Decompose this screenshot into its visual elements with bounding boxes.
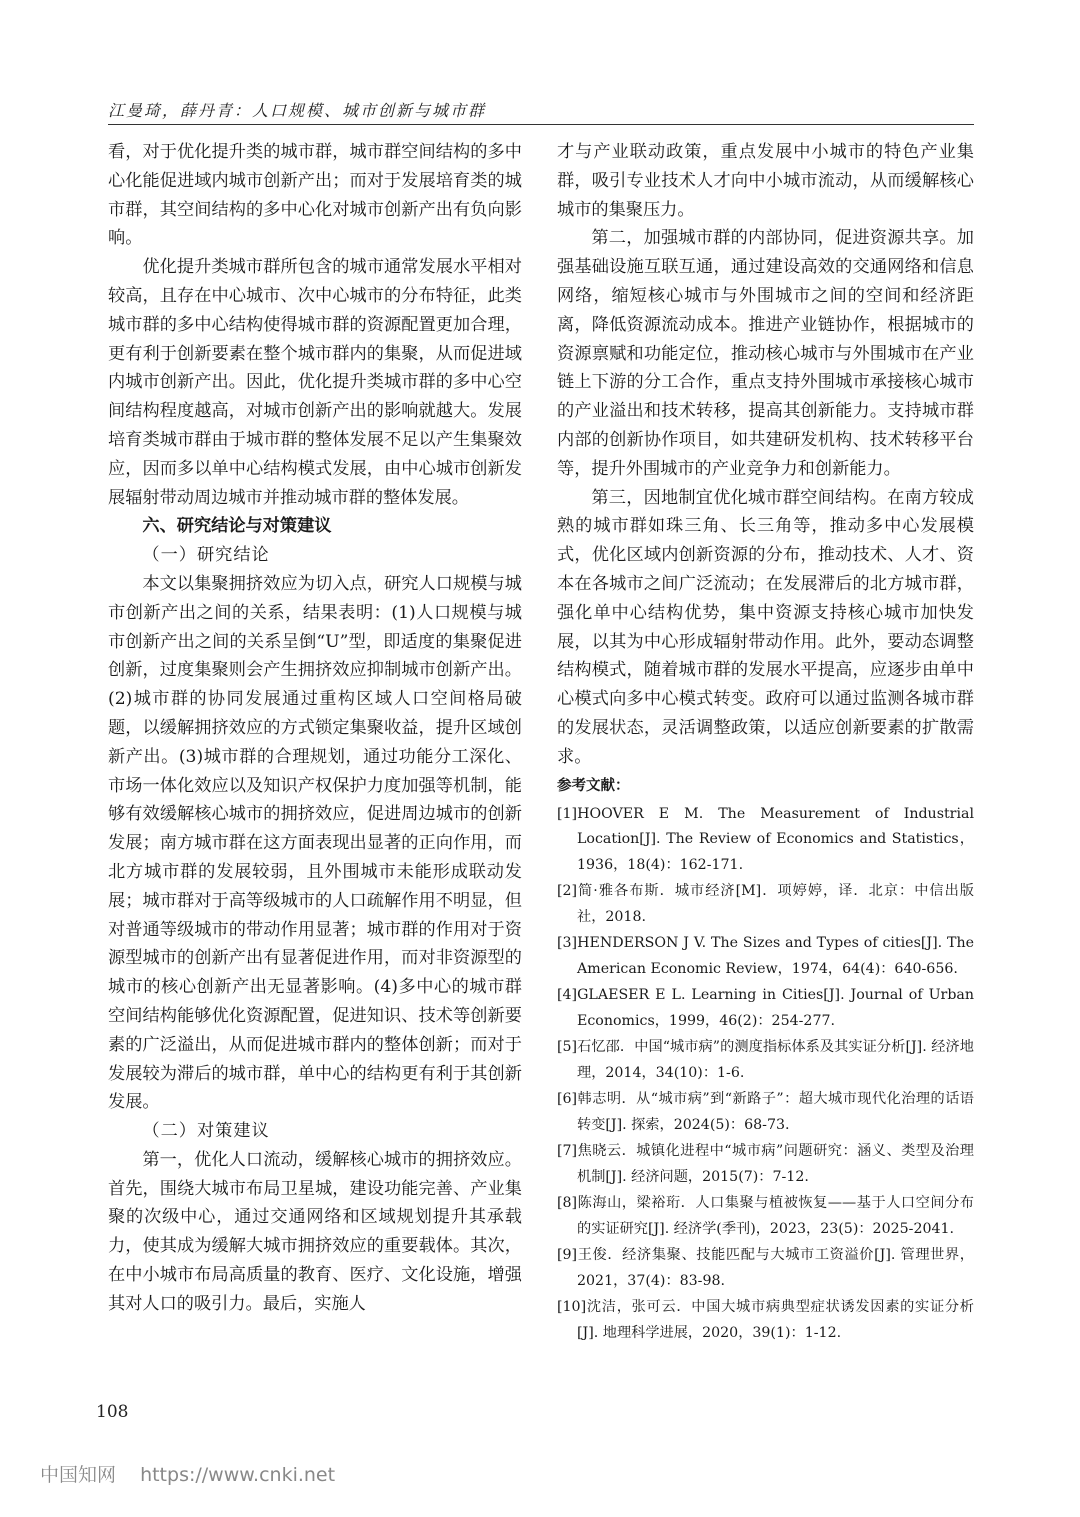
subsection-heading: （一）研究结论: [142, 545, 270, 566]
reference-item: [8]陈海山，梁裕珩．人口集聚与植被恢复——基于人口空间分布的实证研究[J]. 经济学(季刊)，2023，23(5)：2025-2041.: [557, 1195, 974, 1237]
cnki-watermark: [40, 1460, 353, 1487]
subsection-heading: （二）对策建议: [142, 1121, 270, 1142]
header-rule: [108, 124, 974, 125]
watermark-url: https://www.cnki.net: [140, 1464, 336, 1486]
paragraph: 本文以集聚拥挤效应为切入点，研究人口规模与城市创新产出之间的关系，结果表明：(1)人口规模与城市创新产出之间的关系呈倒“U”型，即适度的集聚促进创新，过度集聚则会产生拥挤效应抑制城市创新产出。(2)城市群的协同发展通过重构区域人口空间格局破题，以缓解拥挤效应的方式锁定集聚收益，提升区域创新产出。(3)城市群的合理规划，通过功能分工深化、市场一体化效应以及知识产权保护力度加强等机制，能够有效缓解核心城市的拥挤效应，促进周边城市的创新发展；南方城市群在这方面表现出显著的正向作用，而北方城市群的发展较弱，且外围城市未能形成联动发展；城市群对于高等级城市的人口疏解作用不明显，但对普通等级城市的带动作用显著；城市群的作用对于资源型城市的创新产出有显著促进作用，而对非资源型的城市的核心创新产出无显著影响。(4)多中心的城市群空间结构能够优化资源配置，促进知识、技术等创新要素的广泛溢出，从而促进城市群内的整体创新；而对于发展较为滞后的城市群，单中心的结构更有利于其创新发展。: [108, 573, 522, 1113]
section-heading: 六、研究结论与对策建议: [142, 516, 332, 537]
reference-item: [2]简·雅各布斯．城市经济[M]．项婷婷，译．北京：中信出版社，2018.: [557, 883, 974, 925]
page-number: 108: [96, 1402, 129, 1422]
paragraph: 优化提升类城市群所包含的城市通常发展水平相对较高，且存在中心城市、次中心城市的分布特征，此类城市群的多中心结构使得城市群的资源配置更加合理，更有利于创新要素在整个城市群内的集聚，从而促进域内城市创新产出。因此，优化提升类城市群的多中心空间结构程度越高，对城市创新产出的影响就越大。发展培育类城市群由于城市群的整体发展不足以产生集聚效应，因而多以单中心结构模式发展，由中心城市创新发展辐射带动周边城市并推动城市群的整体发展。: [108, 257, 522, 508]
reference-item: [3]HENDERSON J V. The Sizes and Types of cities[J]. The American Economic Review，1974，64(4)：640-656.: [557, 935, 974, 977]
reference-item: [5]石忆邵．中国“城市病”的测度指标体系及其实证分析[J]. 经济地理，2014，34(10)：1-6.: [557, 1039, 974, 1081]
running-header: 江曼琦，薛丹青：人口规模、城市创新与城市群: [108, 101, 487, 120]
paragraph: 看，对于优化提升类的城市群，城市群空间结构的多中心化能促进域内城市创新产出；而对于发展培育类的城市群，其空间结构的多中心化对城市创新产出有负向影响。: [108, 142, 522, 249]
references-list: [557, 802, 974, 1347]
reference-item: [4]GLAESER E L. Learning in Cities[J]. Journal of Urban Economics，1999，46(2)：254-277.: [557, 987, 974, 1029]
right-column: [557, 138, 974, 1347]
references-title: 参考文献：: [557, 777, 630, 794]
left-column: [108, 138, 522, 1319]
reference-item: [7]焦晓云．城镇化进程中“城市病”问题研究：涵义、类型及治理机制[J]. 经济问题，2015(7)：7-12.: [557, 1143, 974, 1185]
reference-item: [9]王俊．经济集聚、技能匹配与大城市工资溢价[J]. 管理世界，2021，37(4)：83-98.: [557, 1247, 974, 1289]
reference-item: [10]沈洁，张可云．中国大城市病典型症状诱发因素的实证分析[J]. 地理科学进展，2020，39(1)：1-12.: [557, 1299, 974, 1341]
reference-item: [6]韩志明．从“城市病”到“新路子”：超大城市现代化治理的话语转变[J]. 探索，2024(5)：68-73.: [557, 1091, 974, 1133]
paragraph: 第二，加强城市群的内部协同，促进资源共享。加强基础设施互联互通，通过建设高效的交通网络和信息网络，缩短核心城市与外围城市之间的空间和经济距离，降低资源流动成本。推进产业链协作，根据城市的资源禀赋和功能定位，推动核心城市与外围城市在产业链上下游的分工合作，重点支持外围城市承接核心城市的产业溢出和技术转移，提高其创新能力。支持城市群内部的创新协作项目，如共建研发机构、技术转移平台等，提升外围城市的产业竞争力和创新能力。: [557, 228, 974, 479]
paragraph: 第三，因地制宜优化城市群空间结构。在南方较成熟的城市群如珠三角、长三角等，推动多中心发展模式，优化区域内创新资源的分布，推动技术、人才、资本在各城市之间广泛流动；在发展滞后的北方城市群，强化单中心结构优势，集中资源支持核心城市加快发展，以其为中心形成辐射带动作用。此外，要动态调整结构模式，随着城市群的发展水平提高，应逐步由单中心模式向多中心模式转变。政府可以通过监测各城市群的发展状态，灵活调整政策，以适应创新要素的扩散需求。: [557, 487, 974, 767]
watermark-name: 中国知网: [40, 1464, 117, 1486]
reference-item: [1]HOOVER E M. The Measurement of Industrial Location[J]. The Review of Economics and Statistics，1936，18(4)：162-171.: [557, 805, 974, 873]
paragraph: 第一，优化人口流动，缓解核心城市的拥挤效应。首先，围绕大城市布局卫星城，建设功能完善、产业集聚的次级中心，通过交通网络和区域规划提升其承载力，使其成为缓解大城市拥挤效应的重要载体。其次，在中小城市布局高质量的教育、医疗、文化设施，增强其对人口的吸引力。最后，实施人: [108, 1149, 522, 1314]
paragraph: 才与产业联动政策，重点发展中小城市的特色产业集群，吸引专业技术人才向中小城市流动，从而缓解核心城市的集聚压力。: [557, 142, 974, 220]
